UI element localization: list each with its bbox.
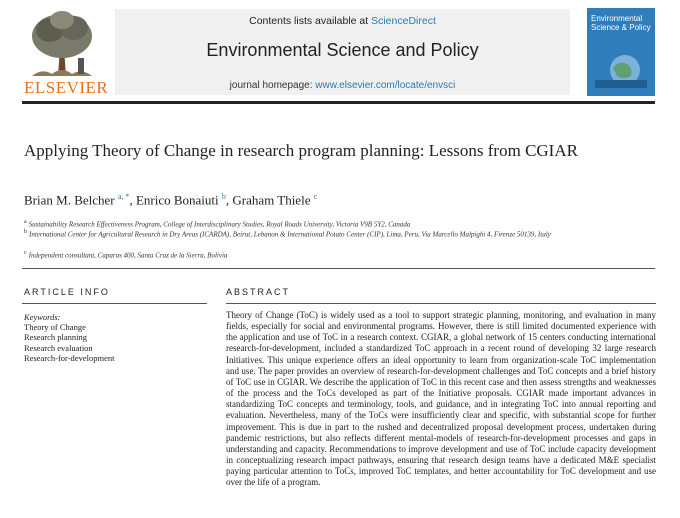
journal-cover-thumbnail[interactable] bbox=[587, 8, 655, 96]
cover-title: Environmental Science & Policy bbox=[591, 14, 651, 32]
author-name[interactable]: Brian M. Belcher bbox=[24, 192, 115, 208]
affiliations-divider bbox=[22, 268, 655, 269]
cover-globe-icon bbox=[595, 50, 647, 88]
affiliation-text: Independent consultant, Caparus 400, Santa Cruz de la Sierra, Bolivia bbox=[28, 251, 228, 260]
abstract-divider bbox=[226, 303, 656, 304]
affiliation-item bbox=[24, 248, 584, 260]
author-separator: , bbox=[129, 192, 136, 208]
affiliation-mark: c bbox=[24, 250, 27, 256]
affiliation-mark: a bbox=[24, 219, 27, 225]
abstract-heading: ABSTRACT bbox=[226, 287, 291, 297]
article-title: Applying Theory of Change in research program planning: Lessons from CGIAR bbox=[24, 141, 578, 160]
keyword-item[interactable]: Research evaluation bbox=[24, 342, 93, 353]
keyword-item[interactable]: Research planning bbox=[24, 332, 88, 343]
sciencedirect-link[interactable]: ScienceDirect bbox=[371, 15, 436, 27]
article-info-divider bbox=[22, 303, 207, 304]
journal-homepage-link[interactable]: www.elsevier.com/locate/envsci bbox=[315, 80, 456, 91]
publisher-wordmark: ELSEVIER bbox=[24, 78, 109, 97]
journal-homepage-line bbox=[115, 80, 570, 91]
author-affiliation-mark[interactable]: a, * bbox=[117, 192, 130, 201]
keyword-item[interactable]: Research-for-development bbox=[24, 352, 115, 363]
author-name[interactable]: Graham Thiele bbox=[232, 192, 311, 208]
affiliation-text: International Center for Agricultural Research in Dry Areas (ICARDA), Beirut, Lebanon & International Potato Center (CIP), Lima, Peru, Via Marcello Malpighi 4, Firenze 50139, Italy bbox=[29, 230, 551, 239]
keyword-item[interactable]: Theory of Change bbox=[24, 322, 86, 333]
homepage-prefix: journal homepage: bbox=[229, 80, 316, 91]
keywords-list bbox=[24, 312, 114, 363]
header-divider bbox=[22, 101, 655, 104]
keywords-label: Keywords: bbox=[24, 312, 61, 322]
author-affiliation-mark[interactable]: c bbox=[313, 192, 318, 201]
abstract-text: Theory of Change (ToC) is widely used as a tool to support strategic planning, monitoring, and evaluation in many fields, especially for social and environmental programs. However, there is still limited documented experience with the application and use of ToC in a research context. CGIAR, a global network of 15 centers conducting international research-for-development, included a standardized ToC approach in a recent round of developing 32 large research Initiatives. This unique experience offers an ideal opportunity to learn from organization-scale ToC implementation and use. The paper provides an overview of research-for-development challenges and ToC concepts and a brief history of ToC use in CGIAR. We describe the application of ToC in this recent case and then assess strengths and weaknesses of the process and the ToCs developed as part of the Initiative proposals. CGIAR made important advances in standardizing ToC concepts and terminology, tools, and guidance, and in integrating ToC into annual reporting and evaluation. Nevertheless, many of the ToCs were insufficiently clear and specific, with substantial scope for further improvement. This is due in part to the rushed and decentralized proposal development process, undertaken during pandemic restrictions, but also reflects different mental-models of research-for-development processes and gaps in understanding and capacity. Recommendations to improve development and use of ToC include capacity development in conceptualizing research impact pathways, ensuring that research design teams have a dedicated M&E specialist paying particular attention to ToCs, improved ToC templates, and better accountability for ToC development and use over the life of a program. bbox=[226, 310, 656, 488]
contents-prefix: Contents lists available at bbox=[249, 15, 372, 27]
contents-line bbox=[115, 15, 570, 27]
article-info-heading: ARTICLE INFO bbox=[24, 287, 110, 297]
affiliation-mark: b bbox=[24, 229, 27, 235]
author-affiliation-mark[interactable]: b bbox=[221, 192, 226, 201]
journal-title: Environmental Science and Policy bbox=[206, 40, 479, 60]
author-name[interactable]: Enrico Bonaiuti bbox=[135, 192, 219, 208]
affiliation-item bbox=[24, 227, 584, 239]
author-list bbox=[24, 192, 317, 208]
author-separator: , bbox=[225, 192, 233, 208]
affiliation-text: Sustainability Research Effectiveness Program, College of Interdisciplinary Studies, Royal Roads University, Victoria V9B 5Y2, Canada bbox=[28, 220, 411, 229]
